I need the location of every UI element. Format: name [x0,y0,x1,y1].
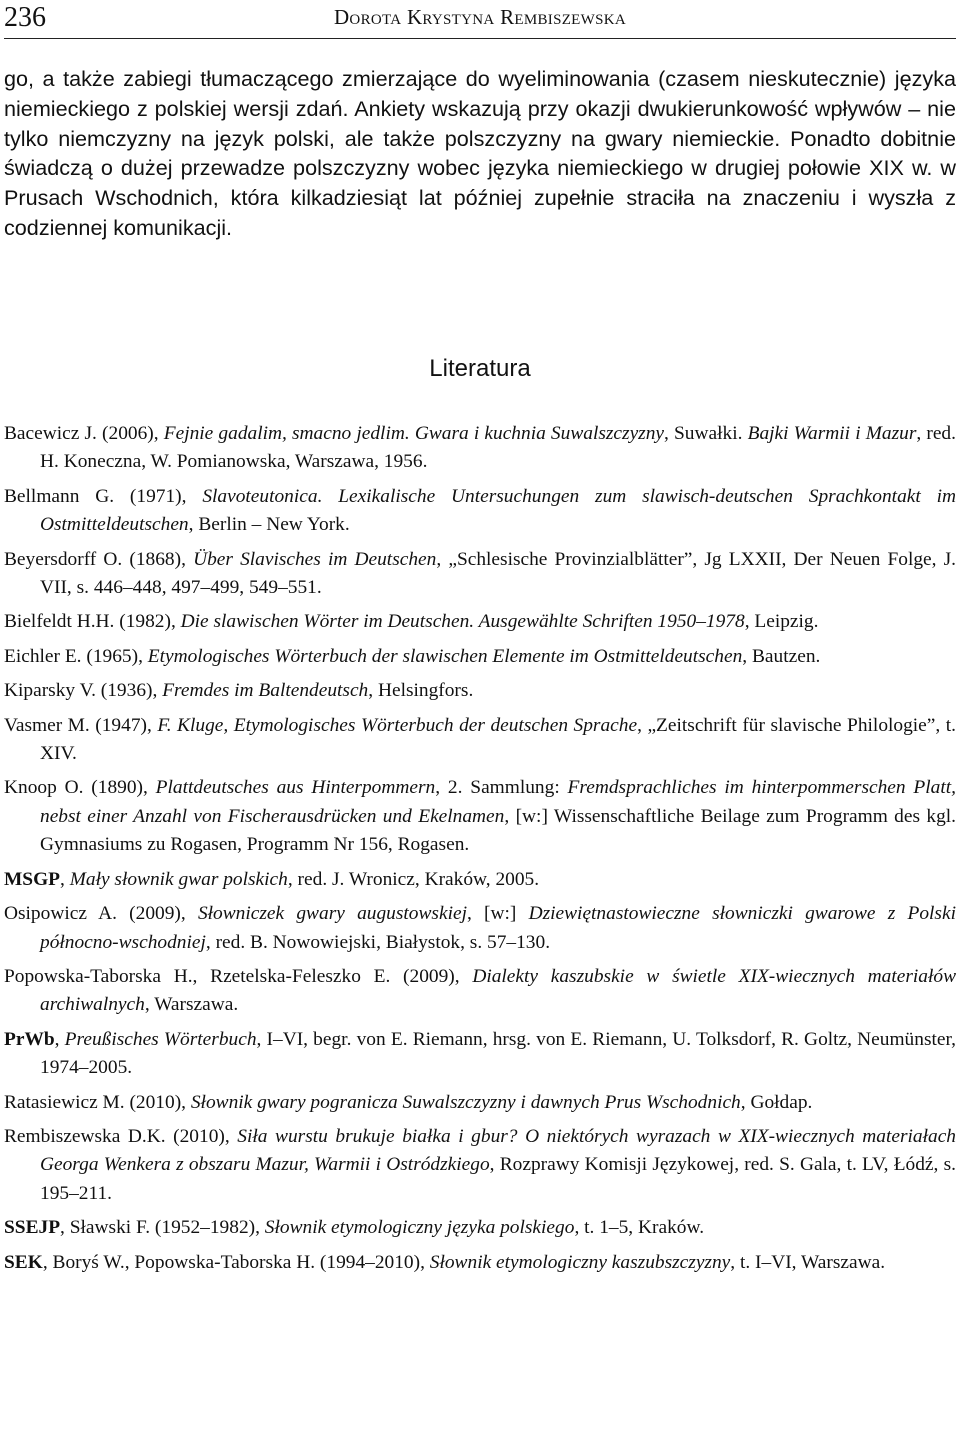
reference-title: Etymologisches Wörterbuch der slawischen Elemente im Ostmitteldeutschen [147,645,743,667]
reference-text: Osipowicz A. (2009), [4,903,198,925]
reference-text: Knoop O. (1890), [4,777,156,799]
reference-title: F. Kluge, Etymologisches Wörterbuch der deutschen Sprache [157,714,638,736]
reference-siglum: MSGP [4,868,61,890]
reference-text: , red. J. Wronicz, Kraków, 2005. [287,868,540,890]
reference-entry [4,420,956,477]
reference-title: Bajki Warmii i Mazur [747,423,917,444]
body-paragraph: go, a także zabiegi tłumaczącego zmierzające do wyeliminowania (czasem nieskutecznie) języka niemieckiego z polskiej wersji zdań. Ankiety wskazują przy okazji dwukierunkowość wpływów – nie tylko niemczyzny na język polski, ale także polszczyzny na gwary niemieckie. Ponadto dobitnie świadczą o dużej przewadze polszczyzny wobec języka niemieckiego w drugiej połowie XIX w. w Prusach Wschodnich, która kilkadziesiąt lat później zupełnie straciła na znaczeniu i wyszła z codziennej komunikacji. [4,66,956,240]
reference-title: Słownik etymologiczny kaszubszczyzny [429,1251,731,1273]
reference-title: Siła wurstu brukuje białka i gbur? O niektórych wyrazach w XIX-wiecznych materiałach Georga Wenkera z obszaru Mazur, Warmii i Ostródzkiego [40,1125,957,1176]
page-number: 236 [4,2,46,33]
reference-entry [4,677,956,705]
reference-title: Fejnie gadalim, smacno jedlim. Gwara i kuchnia Suwalszczyzny [163,423,665,444]
reference-text: Rembiszewska D.K. (2010), [4,1125,238,1147]
reference-title: Słowniczek gwary augustowskiej [197,903,467,925]
reference-text: , red. B. Nowowiejski, Białystok, s. 57–130. [205,931,551,953]
reference-text: Eichler E. (1965), [4,645,148,667]
reference-text: , [60,868,70,890]
reference-title: Die slawischen Wörter im Deutschen. Ausgewählte Schriften 1950–1978 [180,611,745,633]
reference-text: Bellmann G. (1971), [4,485,203,507]
reference-siglum: SEK [4,1251,43,1273]
reference-text: , I–VI, begr. von E. Riemann, hrsg. von E. Riemann, U. Tolksdorf, R. Goltz, Neumünster, 1974–2005. [40,1028,957,1079]
reference-entry [4,866,956,894]
reference-title: Dziewiętnastowieczne słowniczki gwarowe z Polski północno-wschodniej [40,903,956,953]
reference-text: Popowska-Taborska H., Rzetelska-Feleszko E. (2009), [4,965,473,987]
reference-entry [4,963,956,1020]
reference-text: , Suwałki. [664,423,748,444]
reference-list [4,420,956,1283]
reference-title: Mały słownik gwar polskich [69,868,288,890]
reference-entry [4,712,956,769]
reference-text: Vasmer M. (1947), [4,714,158,736]
reference-title: Fremdes im Baltendeutsch [162,680,369,702]
reference-title: Preußisches Wörterbuch [64,1028,257,1050]
running-author: Dorota Krystyna Rembiszewska [333,5,627,29]
reference-text: , Sławski F. (1952–1982), [60,1217,265,1239]
running-header [4,0,956,39]
reference-entry [4,608,956,636]
reference-text: , t. I–VI, Warszawa. [730,1251,886,1273]
reference-title: Słownik gwary pogranicza Suwalszczyzny i dawnych Prus Wschodnich [190,1091,741,1113]
reference-entry [4,1123,956,1208]
reference-text: Kiparsky V. (1936), [4,680,163,702]
reference-entry [4,900,956,957]
reference-title: Slavoteutonica. Lexikalische Untersuchungen zum slawisch-deutschen Sprachkontakt im Ostmitteldeutschen [40,485,956,536]
reference-text: , [w:] [466,903,529,925]
reference-text: , Rozprawy Komisji Językowej, red. S. Gala, t. LV, Łódź, s. 195–211. [40,1154,956,1204]
reference-text: , Berlin – New York. [188,514,350,536]
reference-siglum: PrWb [4,1028,55,1050]
reference-title: Słownik etymologiczny języka polskiego [264,1217,575,1239]
reference-entry [4,643,956,671]
reference-text: , Helsingfors. [368,680,474,702]
body-text [4,64,956,243]
reference-text: , Boryś W., Popowska-Taborska H. (1994–2010), [42,1251,430,1273]
reference-title: Plattdeutsches aus Hinterpommern [155,777,436,799]
reference-text: , Gołdap. [740,1091,813,1113]
reference-entry [4,1089,956,1117]
reference-text: Bacewicz J. (2006), [4,423,164,444]
reference-text: , „Schlesische Provinzialblätter”, Jg LXXII, Der Neuen Folge, J. VII, s. 446–448, 497–499, 549–551. [40,548,957,599]
reference-text: , „Zeitschrift für slavische Philologie”, t. XIV. [40,714,956,765]
reference-text: , [54,1028,65,1050]
reference-text: , Warszawa. [144,994,239,1016]
reference-text: , [w:] Wissenschaftliche Beilage zum Programm des kgl. Gymnasiums zu Rogasen, Programm Nr 156, Rogasen. [40,805,957,856]
reference-entry [4,1026,956,1083]
section-heading: Literatura [429,355,531,382]
reference-text: Beyersdorff O. (1868), [4,548,194,570]
reference-title: Dialekty kaszubskie w świetle XIX-wiecznych materiałów archiwalnych [40,965,957,1016]
reference-text: , Bautzen. [742,645,821,667]
reference-entry [4,546,956,603]
reference-entry [4,483,956,540]
reference-text: Ratasiewicz M. (2010), [4,1091,191,1113]
reference-siglum: SSEJP [4,1217,61,1239]
reference-entry [4,774,956,859]
reference-text: , red. H. Koneczna, W. Pomianowska, Warszawa, 1956. [40,423,956,473]
reference-entry [4,1214,956,1242]
reference-title: Fremdsprachliches im hinterpommerschen Platt, nebst einer Anzahl von Fischerausdrücken und Ekelnamen [40,777,956,827]
reference-text: , Leipzig. [744,611,819,633]
reference-text: Bielfeldt H.H. (1982), [4,611,181,633]
reference-title: Über Slavisches im Deutschen [193,548,437,570]
reference-text: , 2. Sammlung: [435,777,568,799]
reference-entry [4,1249,956,1277]
reference-text: , t. 1–5, Kraków. [574,1217,705,1239]
